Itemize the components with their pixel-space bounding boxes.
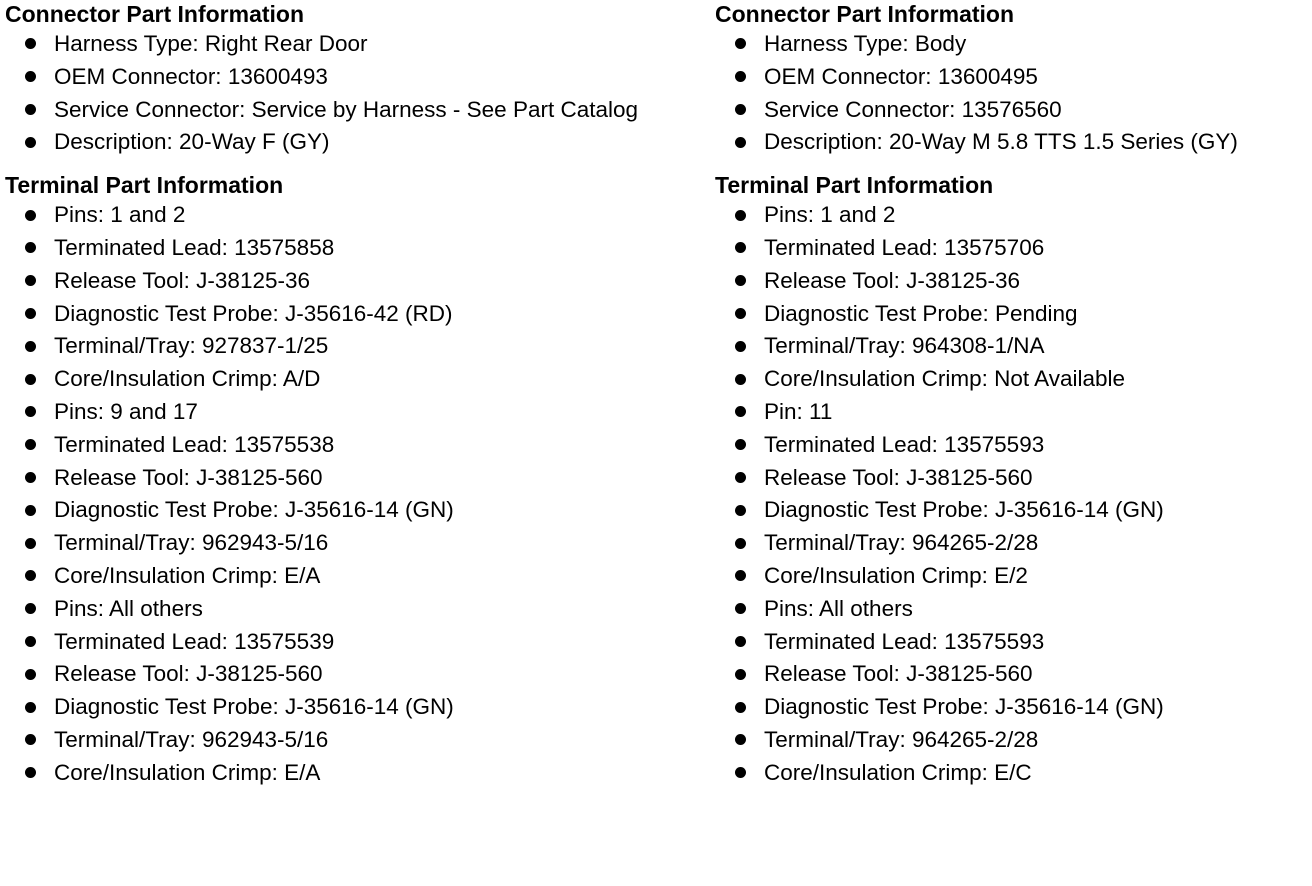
bullet-icon [25,374,36,385]
list-item [715,658,1312,691]
connector-heading: Connector Part Information [5,1,305,27]
connector-info-list [715,28,1312,159]
item-text: Core/Insulation Crimp: A/D [54,366,321,392]
bullet-icon [25,505,36,516]
left-column [5,0,639,790]
list-item [5,560,605,593]
item-text: Core/Insulation Crimp: E/2 [764,562,1028,588]
connector-info-list [5,28,639,159]
list-item [715,363,1312,396]
item-text: Terminal/Tray: 962943-5/16 [54,726,329,752]
list-item [715,61,1312,94]
bullet-icon [735,104,746,115]
item-text: Pins: All others [54,595,203,621]
list-item [5,298,605,331]
list-item [5,626,605,659]
list-item [5,61,605,94]
item-text: Pins: 1 and 2 [54,202,186,228]
list-item [715,527,1312,560]
bullet-icon [735,210,746,221]
item-text: Release Tool: J-38125-560 [54,464,323,490]
item-text: Core/Insulation Crimp: E/C [764,759,1032,785]
bullet-icon [735,636,746,647]
list-item [5,232,605,265]
list-item [715,126,1312,159]
bullet-icon [25,472,36,483]
list-item [5,363,605,396]
item-text: Core/Insulation Crimp: E/A [54,562,321,588]
item-text: Terminal/Tray: 962943-5/16 [54,530,329,556]
bullet-icon [735,734,746,745]
item-text: Core/Insulation Crimp: E/A [54,759,321,785]
item-text: Pins: All others [764,595,913,621]
item-text: Diagnostic Test Probe: J-35616-14 (GN) [764,694,1164,720]
item-text: Release Tool: J-38125-560 [764,464,1033,490]
bullet-icon [25,210,36,221]
list-item [5,429,605,462]
bullet-icon [735,374,746,385]
bullet-icon [735,308,746,319]
list-item [5,527,605,560]
item-text: OEM Connector: 13600493 [54,63,328,89]
item-text: Harness Type: Right Rear Door [54,31,368,56]
item-text: OEM Connector: 13600495 [764,63,1038,89]
bullet-icon [735,71,746,82]
terminal-group-list [715,593,1312,790]
item-text: Terminal/Tray: 964308-1/NA [764,333,1045,359]
list-item [715,494,1312,527]
list-item [5,494,605,527]
item-text: Service Connector: 13576560 [764,96,1062,122]
list-item [5,658,605,691]
item-text: Terminated Lead: 13575593 [764,431,1045,457]
list-item [715,429,1312,462]
item-text: Service Connector: Service by Harness - See Part Catalog [54,96,639,122]
list-item [715,28,1312,61]
list-item [715,691,1312,724]
list-item [5,724,605,757]
list-item [5,265,605,298]
item-text: Terminated Lead: 13575706 [764,234,1045,260]
connector-heading: Connector Part Information [715,1,1015,27]
item-text: Diagnostic Test Probe: J-35616-14 (GN) [764,497,1164,523]
list-item [5,396,605,429]
bullet-icon [735,603,746,614]
item-text: Release Tool: J-38125-36 [764,267,1021,293]
bullet-icon [735,341,746,352]
list-item [5,330,605,363]
list-item [715,94,1312,127]
list-item [715,560,1312,593]
bullet-icon [25,603,36,614]
bullet-icon [735,242,746,253]
item-text: Release Tool: J-38125-36 [54,267,311,293]
right-column [715,0,1312,790]
terminal-group-list [5,396,605,593]
list-item [5,28,605,61]
bullet-icon [25,104,36,115]
bullet-icon [735,38,746,49]
bullet-icon [735,275,746,286]
item-text: Terminated Lead: 13575858 [54,234,335,260]
bullet-icon [25,636,36,647]
list-item [5,199,605,232]
item-text: Pins: 9 and 17 [54,398,198,424]
bullet-icon [25,767,36,778]
item-text: Terminated Lead: 13575538 [54,431,335,457]
item-text: Diagnostic Test Probe: Pending [764,300,1078,326]
bullet-icon [25,275,36,286]
list-item [715,330,1312,363]
item-text: Core/Insulation Crimp: Not Available [764,366,1126,392]
terminal-group-list [5,199,605,396]
list-item [715,396,1312,429]
bullet-icon [735,406,746,417]
bullet-icon [25,538,36,549]
list-item [715,199,1312,232]
list-item [5,757,605,790]
item-text: Diagnostic Test Probe: J-35616-14 (GN) [54,694,454,720]
item-text: Pins: 1 and 2 [764,202,896,228]
bullet-icon [735,538,746,549]
terminal-heading: Terminal Part Information [5,172,284,199]
item-text: Harness Type: Body [764,31,967,56]
bullet-icon [735,767,746,778]
bullet-icon [25,308,36,319]
item-text: Diagnostic Test Probe: J-35616-42 (RD) [54,300,453,326]
bullet-icon [25,702,36,713]
list-item [715,232,1312,265]
bullet-icon [25,71,36,82]
bullet-icon [25,669,36,680]
bullet-icon [735,439,746,450]
list-item [715,626,1312,659]
item-text: Terminal/Tray: 927837-1/25 [54,333,329,359]
terminal-group-list [715,199,1312,396]
list-item [715,593,1312,626]
list-item [5,691,605,724]
item-text: Terminated Lead: 13575539 [54,628,335,654]
item-text: Terminal/Tray: 964265-2/28 [764,530,1039,556]
list-item [5,94,639,127]
item-text: Terminal/Tray: 964265-2/28 [764,726,1039,752]
bullet-icon [735,505,746,516]
bullet-icon [25,406,36,417]
terminal-group-list [715,396,1312,593]
bullet-icon [25,341,36,352]
list-item [5,593,605,626]
item-text: Pin: 11 [764,398,833,424]
bullet-icon [25,734,36,745]
terminal-heading: Terminal Part Information [715,172,994,199]
list-item [715,298,1312,331]
list-item [5,126,605,159]
list-item [5,462,605,495]
list-item [715,724,1312,757]
list-item [715,757,1312,790]
item-text: Terminated Lead: 13575593 [764,628,1045,654]
bullet-icon [735,570,746,581]
bullet-icon [25,137,36,148]
bullet-icon [735,702,746,713]
item-text: Diagnostic Test Probe: J-35616-14 (GN) [54,497,454,523]
item-text: Release Tool: J-38125-560 [764,661,1033,687]
bullet-icon [735,137,746,148]
list-item [715,265,1312,298]
bullet-icon [25,242,36,253]
list-item [715,462,1312,495]
item-text: Release Tool: J-38125-560 [54,661,323,687]
bullet-icon [25,570,36,581]
item-text: Description: 20-Way M 5.8 TTS 1.5 Series (GY) [764,129,1238,155]
terminal-group-list [5,593,605,790]
bullet-icon [735,669,746,680]
bullet-icon [735,472,746,483]
item-text: Description: 20-Way F (GY) [54,129,330,155]
bullet-icon [25,38,36,49]
bullet-icon [25,439,36,450]
